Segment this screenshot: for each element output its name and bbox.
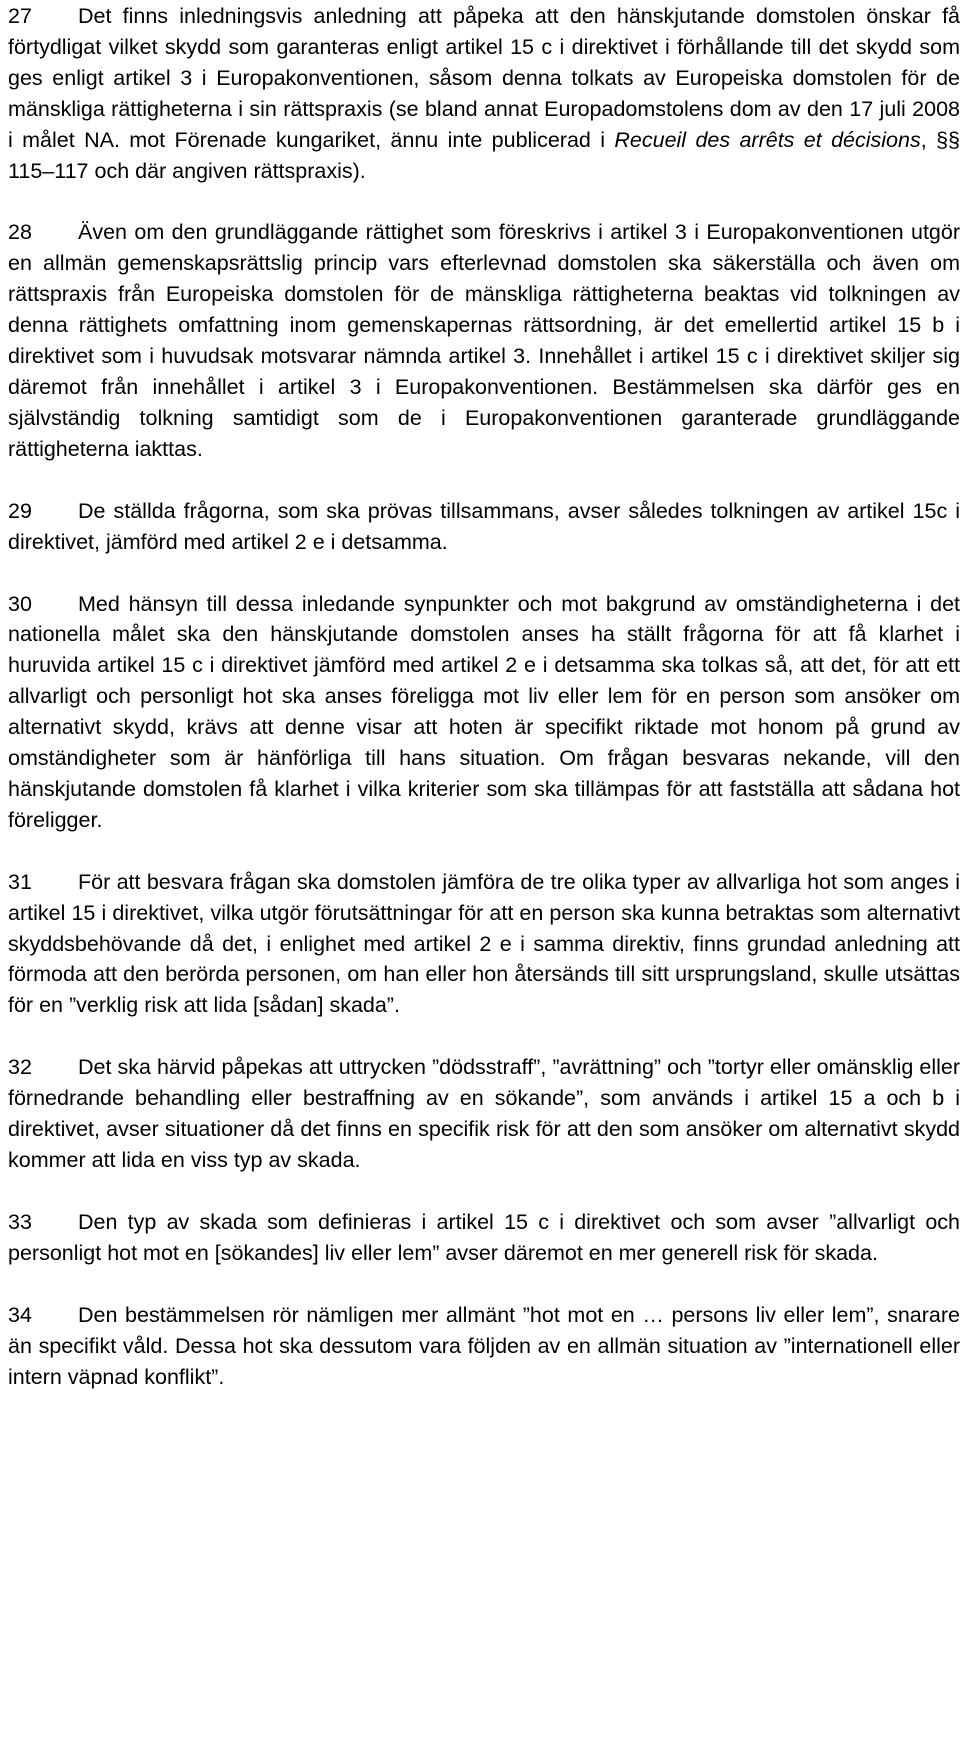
paragraph-text: , §§ 115–117 och där angiven rättspraxis). [8,127,960,183]
paragraph-31 [8,866,960,1022]
paragraph-number: 27 [8,4,32,28]
document-page [8,0,960,1392]
paragraph-number: 32 [8,1055,32,1080]
paragraph-number: 29 [8,498,32,523]
paragraph-34 [8,1299,960,1393]
paragraph-28 [8,216,960,464]
paragraph-text: Det finns inledningsvis anledning att påpeka att den hänskjutande domstolen önskar få förtydligat vilket skydd som garanteras enligt artikel 15 c i direktivet i förhållande till det skydd som ges enligt artikel 3 i Europakonventionen, såsom denna tolkats av Europeiska domstolen för de mänskliga rättigheterna i sin rättspraxis (se bland annat Europadomstolens dom av den 17 juli 2008 i målet NA. mot Förenade kungariket, ännu inte publicerad i [8,4,960,152]
paragraph-number: 30 [8,591,32,616]
publication-title: Recueil des arrêts et décisions [614,127,921,152]
paragraph-text: Den bestämmelsen rör nämligen mer allmänt ”hot mot en … persons liv eller lem”, snarare än specifikt våld. Dessa hot ska dessutom vara följden av en allmän situation av ”internationell eller intern väpnad konflikt”. [8,1302,960,1389]
paragraph-text: Även om den grundläggande rättighet som föreskrivs i artikel 3 i Europakonventionen utgör en allmän gemenskapsrättslig princip vars efterlevnad domstolen ska säkerställa och även om rättspraxis från Europeiska domstolen för de mänskliga rättigheterna beaktas vid tolkningen av denna rättighets omfattning inom gemenskapernas rättsordning, är det emellertid artikel 15 b i direktivet som i huvudsak motsvarar nämnda artikel 3. Innehållet i artikel 15 c i direktivet skiljer sig däremot från innehållet i artikel 3 i Europakonventionen. Bestämmelsen ska därför ges en självständig tolkning samtidigt som de i Europakonventionen garanterade grundläggande rättigheterna iakttas. [8,220,960,461]
paragraph-27 [8,0,960,186]
paragraph-32 [8,1051,960,1176]
paragraph-text: Den typ av skada som definieras i artikel 15 c i direktivet och som avser ”allvarligt och personligt hot mot en [sökandes] liv eller lem” avser däremot en mer generell risk för skada. [8,1209,960,1265]
paragraph-number: 28 [8,220,32,245]
paragraph-text: För att besvara frågan ska domstolen jämföra de tre olika typer av allvarliga hot som anges i artikel 15 i direktivet, vilka utgör förutsättningar för att en person ska kunna betraktas som alternativt skyddsbehövande då det, i enlighet med artikel 2 e i samma direktiv, finns grundad anledning att förmoda att den berörda personen, om han eller hon återsänds till sitt ursprungsland, skulle utsättas för en ”verklig risk att lida [sådan] skada”. [8,869,960,1018]
paragraph-33 [8,1206,960,1269]
paragraph-number: 34 [8,1302,32,1327]
paragraph-number: 33 [8,1209,32,1234]
paragraph-text: Det ska härvid påpekas att uttrycken ”dödsstraff”, ”avrättning” och ”tortyr eller omänsklig eller förnedrande behandling eller bestraffning av en sökande”, som används i artikel 15 a och b i direktivet, avser situationer då det finns en specifik risk för att den som ansöker om alternativt skydd kommer att lida en viss typ av skada. [8,1055,960,1172]
paragraph-text: De ställda frågorna, som ska prövas tillsammans, avser således tolkningen av artikel 15c i direktivet, jämförd med artikel 2 e i detsamma. [8,498,960,554]
paragraph-29 [8,495,960,558]
paragraph-number: 31 [8,869,32,894]
paragraph-text: Med hänsyn till dessa inledande synpunkter och mot bakgrund av omständigheterna i det nationella målet ska den hänskjutande domstolen anses ha ställt frågorna för att få klarhet i huruvida artikel 15 c i direktivet jämförd med artikel 2 e i detsamma ska tolkas så, att det, för att ett allvarligt och personligt hot ska anses föreligga mot liv eller lem för en person som ansöker om alternativt skydd, krävs att denne visar att hoten är specifikt riktade mot honom på grund av omständigheter som är hänförliga till hans situation. Om frågan besvaras nekande, vill den hänskjutande domstolen få klarhet i vilka kriterier som ska tillämpas för att fastställa att sådana hot föreligger. [8,591,960,832]
paragraph-30 [8,588,960,836]
